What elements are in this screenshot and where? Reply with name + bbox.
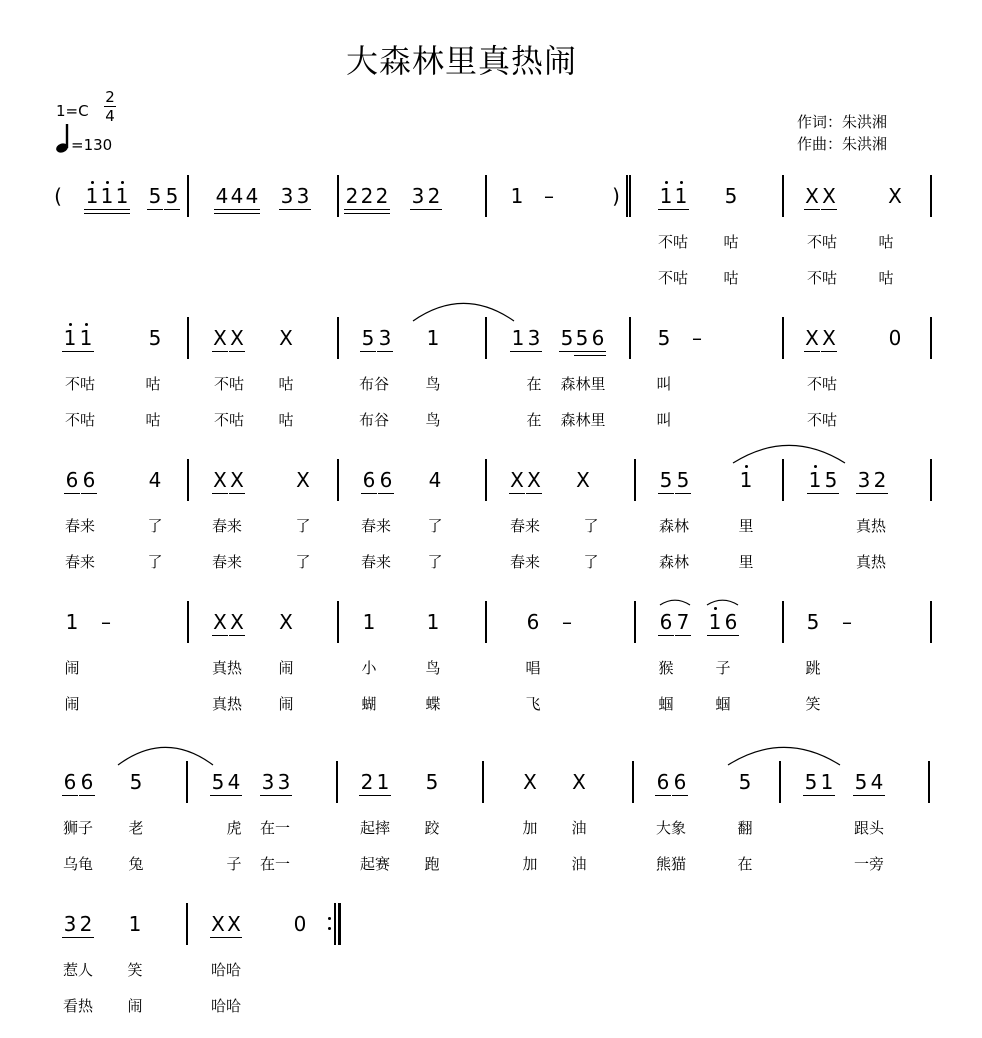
note: 1: [426, 610, 440, 634]
note: 2: [375, 184, 389, 208]
lyricist-credit: 作词：朱洪湘: [797, 113, 888, 131]
note: –: [101, 610, 111, 634]
lyric-verse1: 在: [526, 375, 542, 393]
note: 5: [148, 184, 162, 208]
lyric-verse1: 了: [427, 517, 443, 535]
note: 1: [79, 326, 93, 350]
slur: [728, 747, 840, 765]
lyric-verse1: 跳: [805, 659, 821, 677]
note: 5: [361, 326, 375, 350]
note: 4: [227, 770, 241, 794]
note: 5: [676, 468, 690, 492]
note: 2: [360, 770, 374, 794]
lyric-verse1: 里: [738, 517, 754, 535]
note: 3: [857, 468, 871, 492]
note: 3: [280, 184, 294, 208]
note: X: [230, 468, 244, 492]
lyric-verse1: 春来: [64, 517, 96, 535]
lyric-verse1: 真热: [211, 659, 243, 677]
note: –: [842, 610, 852, 634]
note: X: [213, 326, 227, 350]
lyric-verse2: 在: [526, 411, 542, 429]
note: 2: [79, 912, 93, 936]
lyric-verse2: 哈哈: [210, 997, 242, 1015]
lyric-verse1: 了: [583, 517, 599, 535]
lyric-verse2: 了: [295, 553, 311, 571]
note: 1: [511, 326, 525, 350]
lyric-verse1: 笑: [127, 961, 143, 979]
lyric-verse2: 飞: [525, 695, 541, 713]
note: 3: [527, 326, 541, 350]
lyric-verse2: 春来: [360, 553, 392, 571]
note: X: [213, 468, 227, 492]
lyric-verse1: 森林: [658, 517, 690, 535]
note: 6: [673, 770, 687, 794]
lyric-verse2: 熊猫: [655, 855, 687, 873]
lyric-verse2: 了: [147, 553, 163, 571]
note: 5: [824, 468, 838, 492]
note: 5: [560, 326, 574, 350]
note: 6: [80, 770, 94, 794]
lyric-verse2: 油: [571, 855, 587, 873]
note: X: [211, 912, 225, 936]
note: X: [805, 184, 819, 208]
lyric-verse2: 咕: [278, 411, 294, 429]
note: 1: [85, 184, 99, 208]
lyric-verse1: 了: [147, 517, 163, 535]
lyric-verse2: 蝈: [715, 695, 731, 713]
note: 3: [296, 184, 310, 208]
note: 1: [100, 184, 114, 208]
composer-credit: 作曲：朱洪湘: [797, 135, 888, 153]
lyric-verse2: 不咕: [657, 269, 689, 287]
lyric-verse2: 森林: [658, 553, 690, 571]
lyric-verse2: 蝶: [425, 695, 441, 713]
note: 6: [659, 610, 673, 634]
lyric-verse2: 乌龟: [62, 855, 94, 873]
lyric-verse1: 小: [361, 659, 377, 677]
note: X: [572, 770, 586, 794]
note: 0: [293, 912, 307, 936]
note: –: [544, 184, 554, 208]
note: 1: [659, 184, 673, 208]
lyric-verse1: 鸟: [425, 375, 441, 393]
lyric-verse1: 子: [715, 659, 731, 677]
slur: [660, 600, 690, 605]
lyric-verse1: 闹: [278, 659, 294, 677]
note: 4: [230, 184, 244, 208]
lyric-verse1: 狮子: [62, 819, 94, 837]
lyric-verse2: 起赛: [359, 855, 391, 873]
note: 1: [115, 184, 129, 208]
lyric-verse2: 咕: [878, 269, 894, 287]
note: 2: [427, 184, 441, 208]
lyric-verse1: 咕: [878, 233, 894, 251]
note: 0: [888, 326, 902, 350]
note: (: [54, 184, 62, 208]
note: 2: [360, 184, 374, 208]
lyric-verse2: 闹: [127, 997, 143, 1015]
lyric-verse1: 真热: [855, 517, 887, 535]
lyric-verse1: 不咕: [213, 375, 245, 393]
lyric-verse2: 笑: [805, 695, 821, 713]
lyric-verse2: 真热: [855, 553, 887, 571]
note: X: [279, 610, 293, 634]
note: X: [213, 610, 227, 634]
note: 6: [362, 468, 376, 492]
note: 1: [63, 326, 77, 350]
lyric-verse1: 翻: [737, 819, 753, 837]
lyric-verse2: 蝴: [361, 695, 377, 713]
note: 6: [591, 326, 605, 350]
lyric-verse2: 真热: [211, 695, 243, 713]
note: 1: [808, 468, 822, 492]
slur: [733, 445, 845, 463]
note: –: [562, 610, 572, 634]
lyric-verse2: 在一: [259, 855, 291, 873]
lyric-verse2: 看热: [62, 997, 94, 1015]
lyric-verse1: 了: [295, 517, 311, 535]
note: 6: [82, 468, 96, 492]
lyric-verse2: 加: [522, 855, 538, 873]
note: 1: [708, 610, 722, 634]
note: 2: [873, 468, 887, 492]
note: 3: [378, 326, 392, 350]
lyric-verse2: 布谷: [358, 411, 390, 429]
lyric-verse2: 里: [738, 553, 754, 571]
lyric-verse1: 加: [522, 819, 538, 837]
lyric-verse1: 跤: [424, 819, 440, 837]
note: 5: [806, 610, 820, 634]
lyric-verse1: 在一: [259, 819, 291, 837]
lyric-verse1: 咕: [278, 375, 294, 393]
lyric-verse1: 鸟: [425, 659, 441, 677]
slur: [413, 303, 514, 321]
note: 5: [425, 770, 439, 794]
note: X: [527, 468, 541, 492]
note: 3: [277, 770, 291, 794]
note: 5: [657, 326, 671, 350]
lyric-verse2: 子: [226, 855, 242, 873]
note: 6: [63, 770, 77, 794]
note: X: [230, 610, 244, 634]
note: X: [227, 912, 241, 936]
note: 3: [411, 184, 425, 208]
note: 5: [738, 770, 752, 794]
note: –: [692, 326, 702, 350]
lyric-verse1: 猴: [658, 659, 674, 677]
note: X: [279, 326, 293, 350]
note: 5: [148, 326, 162, 350]
note: 6: [65, 468, 79, 492]
lyric-verse1: 春来: [211, 517, 243, 535]
note: 1: [510, 184, 524, 208]
note: X: [822, 184, 836, 208]
note: 1: [65, 610, 79, 634]
note: 5: [854, 770, 868, 794]
note: X: [805, 326, 819, 350]
note: 4: [215, 184, 229, 208]
song-title: 大森林里真热闹: [346, 42, 578, 80]
lyric-verse1: 咕: [723, 233, 739, 251]
lyric-verse2: 闹: [64, 695, 80, 713]
note: 5: [659, 468, 673, 492]
lyric-verse2: 不咕: [64, 411, 96, 429]
lyric-verse2: 咕: [145, 411, 161, 429]
lyric-verse2: 闹: [278, 695, 294, 713]
note: 5: [575, 326, 589, 350]
lyric-verse1: 咕: [145, 375, 161, 393]
note: 6: [379, 468, 393, 492]
lyric-verse1: 油: [571, 819, 587, 837]
note: 1: [376, 770, 390, 794]
lyric-verse1: 惹人: [62, 961, 94, 979]
lyric-verse1: 布谷: [358, 375, 390, 393]
lyric-verse1: 不咕: [806, 375, 838, 393]
tempo-marking: =130: [71, 136, 113, 154]
lyric-verse1: 大象: [655, 819, 687, 837]
lyric-verse2: 叫: [656, 411, 672, 429]
note: 4: [148, 468, 162, 492]
note: 5: [804, 770, 818, 794]
note: ): [612, 184, 620, 208]
lyric-verse1: 春来: [360, 517, 392, 535]
key-signature: 1=C: [56, 102, 89, 120]
note: 1: [362, 610, 376, 634]
note: 2: [345, 184, 359, 208]
lyric-verse1: 叫: [656, 375, 672, 393]
lyric-verse1: 唱: [525, 659, 541, 677]
lyric-verse1: 虎: [226, 819, 242, 837]
lyric-verse2: 了: [583, 553, 599, 571]
note: 6: [526, 610, 540, 634]
note: X: [576, 468, 590, 492]
lyric-verse2: 兔: [128, 855, 144, 873]
note: 5: [211, 770, 225, 794]
lyric-verse1: 老: [128, 819, 144, 837]
note: 1: [739, 468, 753, 492]
note: 4: [245, 184, 259, 208]
note: 7: [676, 610, 690, 634]
time-signature-top: 2: [105, 88, 115, 106]
lyric-verse2: 跑: [424, 855, 440, 873]
lyric-verse1: 闹: [64, 659, 80, 677]
lyric-verse2: 不咕: [806, 269, 838, 287]
note: 5: [165, 184, 179, 208]
lyric-verse1: 起摔: [359, 819, 391, 837]
note: X: [523, 770, 537, 794]
lyric-verse1: 森林里: [560, 375, 606, 393]
lyric-verse2: 不咕: [806, 411, 838, 429]
lyric-verse2: 蝈: [658, 695, 674, 713]
slur: [118, 747, 213, 765]
note: 6: [724, 610, 738, 634]
lyric-verse2: 春来: [64, 553, 96, 571]
lyric-verse2: 鸟: [425, 411, 441, 429]
lyric-verse2: 春来: [211, 553, 243, 571]
note: 5: [724, 184, 738, 208]
note: 1: [820, 770, 834, 794]
note: X: [888, 184, 902, 208]
note: 1: [674, 184, 688, 208]
lyric-verse2: 咕: [723, 269, 739, 287]
note: 3: [63, 912, 77, 936]
lyric-verse1: 不咕: [64, 375, 96, 393]
lyric-verse2: 了: [427, 553, 443, 571]
note: X: [822, 326, 836, 350]
note: 1: [426, 326, 440, 350]
slur: [707, 600, 738, 605]
lyric-verse1: 不咕: [806, 233, 838, 251]
lyric-verse1: 跟头: [853, 819, 885, 837]
lyric-verse2: 不咕: [213, 411, 245, 429]
note: 3: [261, 770, 275, 794]
note: 1: [128, 912, 142, 936]
lyric-verse2: 一旁: [853, 855, 885, 873]
note: 5: [129, 770, 143, 794]
lyric-verse1: 不咕: [657, 233, 689, 251]
lyric-verse1: 哈哈: [210, 961, 242, 979]
lyric-verse2: 春来: [509, 553, 541, 571]
note: X: [230, 326, 244, 350]
lyric-verse2: 在: [737, 855, 753, 873]
note: X: [296, 468, 310, 492]
note: 4: [870, 770, 884, 794]
note: 6: [656, 770, 670, 794]
note: 4: [428, 468, 442, 492]
lyric-verse2: 森林里: [560, 411, 606, 429]
time-signature-bottom: 4: [105, 107, 115, 125]
note: X: [510, 468, 524, 492]
lyric-verse1: 春来: [509, 517, 541, 535]
